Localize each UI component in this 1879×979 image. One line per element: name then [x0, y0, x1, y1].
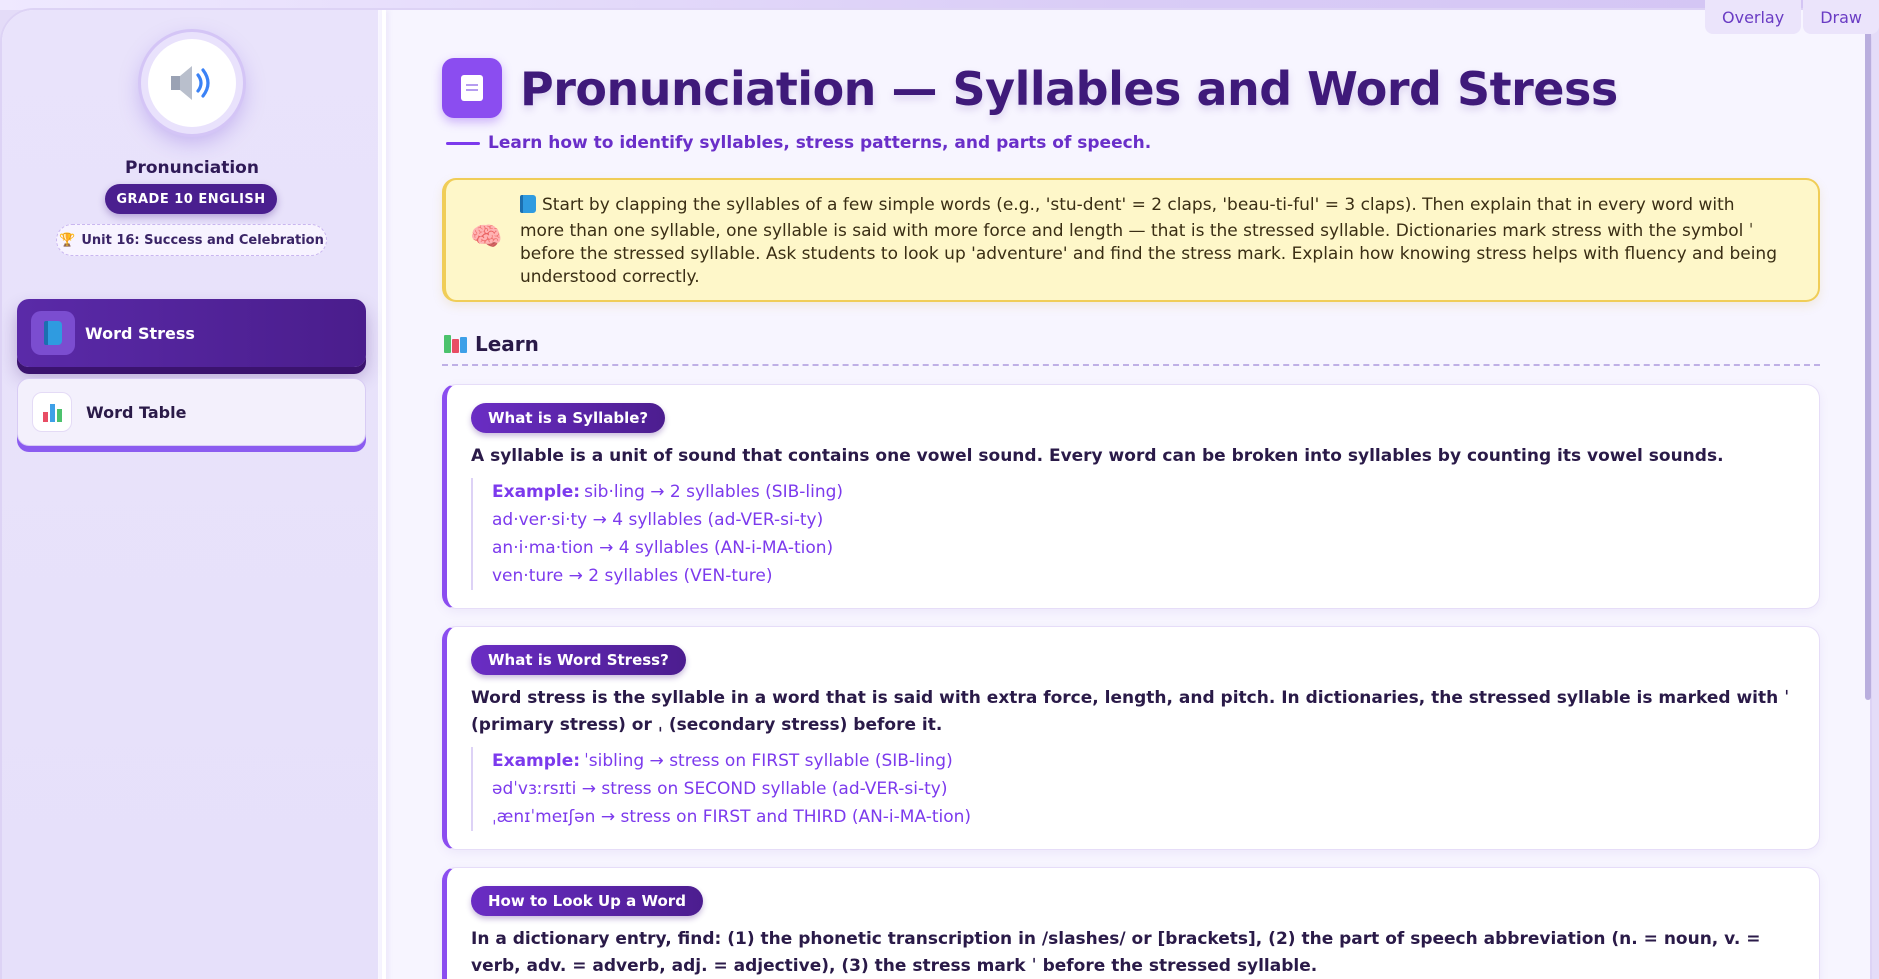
draw-button[interactable]: Draw — [1803, 0, 1879, 34]
sidebar-item-word-table[interactable] — [17, 378, 366, 446]
brain-icon: 🧠 — [470, 222, 503, 252]
unit-label: Unit 16: Success and Celebration — [81, 232, 324, 248]
example-item: ad·ver·si·ty → 4 syllables (ad-VER-si-ty) — [492, 510, 824, 530]
section-heading-learn — [444, 332, 539, 356]
lesson-card-syllable — [442, 384, 1820, 609]
example-item: an·i·ma·tion → 4 syllables (AN-i-MA-tion) — [492, 538, 834, 558]
example-item: ˌænɪˈmeɪʃən → stress on FIRST and THIRD (AN-i-MA-tion) — [492, 807, 972, 827]
main-content — [386, 10, 1870, 979]
section-divider — [442, 364, 1820, 366]
sidebar — [2, 10, 382, 979]
section-heading-label: Learn — [475, 332, 539, 356]
example-label: Example: — [492, 751, 581, 771]
lesson-card-look-up — [442, 867, 1820, 979]
teacher-note — [442, 178, 1820, 302]
app-frame — [0, 8, 1872, 979]
card-text: In a dictionary entry, find: (1) the phonetic transcription in /slashes/ or [brackets], (2) the part of speech abbreviation (n. = noun, v. = verb, adv. = adverb, adj. = adjective), (3) the stress mark ˈ before the stressed syllable. — [471, 929, 1761, 976]
note-text: Start by clapping the syllables of a few simple words (e.g., 'stu-dent' = 2 claps, 'beau-ti-ful' = 3 claps). Then explain that in every word with more than one syllable, one syllable is said with more force and length — that is the stressed syllable. Dictionaries mark stress with the symbol ˈ before the stressed syllable. Ask students to look up 'adventure' and find the stress mark. Explain how knowing stress helps with fluency and being understood correctly. — [520, 195, 1777, 287]
sidebar-item-label: Word Stress — [85, 323, 195, 343]
page-subtitle: Learn how to identify syllables, stress patterns, and parts of speech. — [488, 133, 1152, 153]
example-item: ədˈvɜːrsɪti → stress on SECOND syllable (ad-VER-si-ty) — [492, 779, 948, 799]
books-icon — [444, 335, 467, 353]
card-text: Word stress is the syllable in a word that is said with extra force, length, and pitch. In dictionaries, the stressed syllable is marked with ˈ (primary stress) or ˌ (secondary stress) before it. — [471, 688, 1790, 735]
card-tag: What is Word Stress? — [471, 645, 686, 675]
grade-badge: GRADE 10 ENGLISH — [105, 184, 277, 214]
page-title: Pronunciation — Syllables and Word Stress — [520, 62, 1618, 116]
app-logo — [141, 32, 243, 134]
example-item: Example: ˈsibling → stress on FIRST syllable (SIB-ling) — [492, 751, 953, 771]
example-list — [471, 747, 1795, 831]
book-icon — [520, 195, 536, 220]
trophy-icon: 🏆 — [59, 232, 76, 248]
app-name: Pronunciation — [125, 158, 259, 178]
page-icon — [442, 58, 502, 118]
card-text: A syllable is a unit of sound that contains one vowel sound. Every word can be broken into syllables by counting its vowel sounds. — [471, 446, 1724, 466]
lesson-card-word-stress — [442, 626, 1820, 850]
bar-chart-icon — [32, 392, 72, 432]
unit-badge — [56, 224, 327, 256]
example-list — [471, 478, 1795, 590]
example-label: Example: — [492, 482, 581, 502]
speaker-icon — [148, 39, 236, 127]
scrollbar-thumb[interactable] — [1865, 12, 1871, 700]
card-tag: How to Look Up a Word — [471, 886, 703, 916]
sidebar-item-label: Word Table — [86, 402, 187, 422]
overlay-button[interactable]: Overlay — [1705, 0, 1801, 34]
subtitle-accent — [446, 142, 480, 145]
example-item: Example: sib·ling → 2 syllables (SIB-ling) — [492, 482, 844, 502]
sidebar-item-word-stress[interactable] — [17, 299, 366, 367]
book-icon — [31, 311, 75, 355]
document-icon — [461, 75, 483, 101]
top-toolbar — [1705, 0, 1879, 34]
card-tag: What is a Syllable? — [471, 403, 665, 433]
example-item: ven·ture → 2 syllables (VEN-ture) — [492, 566, 773, 586]
